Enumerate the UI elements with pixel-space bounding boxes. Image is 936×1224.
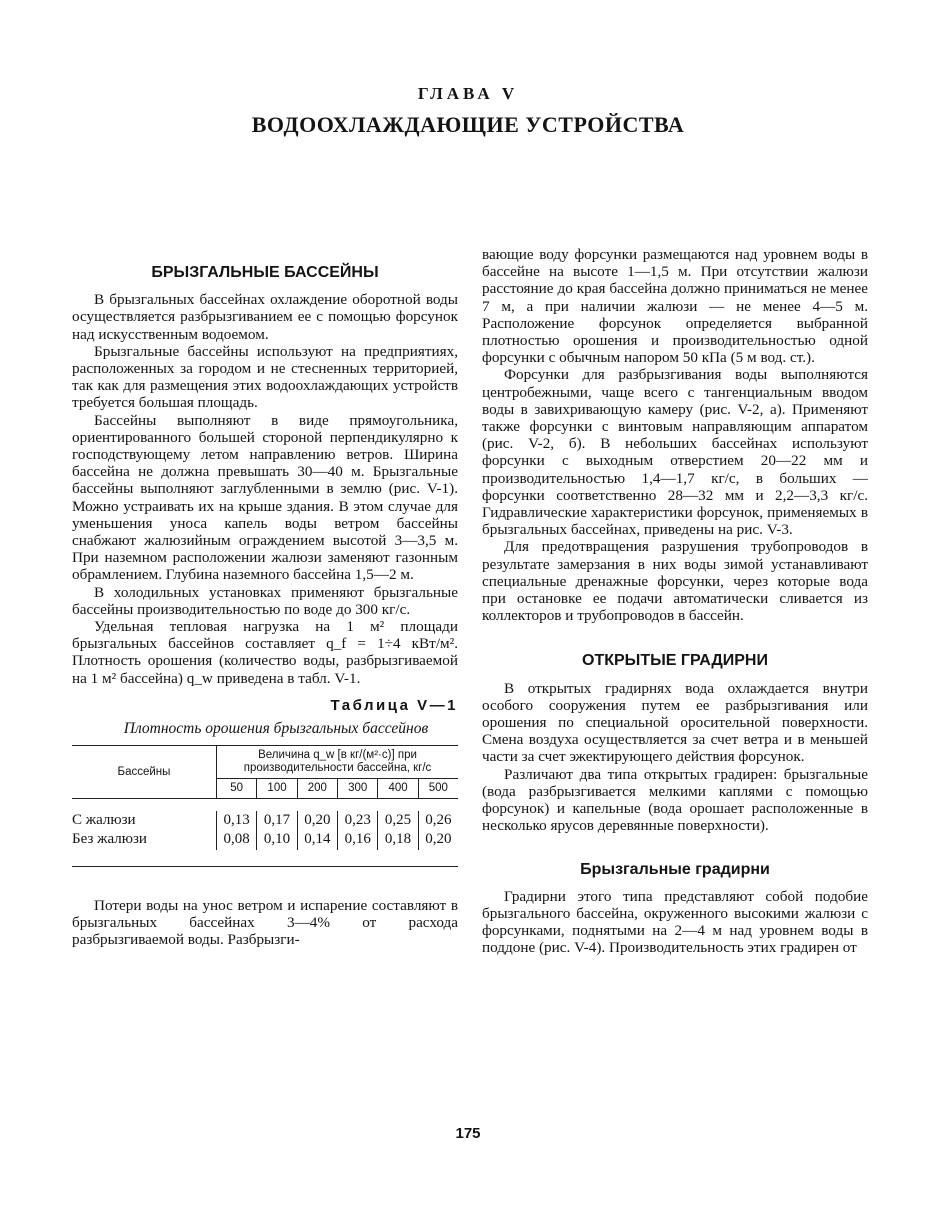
row-name: С жалюзи	[72, 812, 136, 829]
capacity-header: 200	[297, 779, 337, 799]
table-cell: 0,13	[217, 811, 257, 830]
paragraph: вающие воду форсунки размещаются над уровнем воды в бассейне на высоте 1—1,5 м. При отсутствии жалюзи расстояние до края бассейна должно приниматься не менее 7 м, а при наличии жалюзи — не менее 4—5 м. Расположение форсунок определяется выбранной плотностью орошения и производительностью одной форсунки с обычным напором 50 кПа (5 м вод. ст.).	[482, 246, 868, 367]
section-heading-open-towers: ОТКРЫТЫЕ ГРАДИРНИ	[582, 652, 768, 670]
paragraph: Для предотвращения разрушения трубопроводов в результате замерзания в них воды зимой устанавливают специальные дренажные форсунки, через которые вода при остановке ее подачи автоматически сливается из коллекторов и трубопроводов в бассейн.	[482, 538, 868, 625]
paragraph: Бассейны выполняют в виде прямоугольника, ориентированного большей стороной перпендикулярно к господствующему летом направлению ветров. Ширина бассейна не должна превышать 30—40 м. Брызгальные бассейны выполняют заглубленными в землю (рис. V-1). Можно устраивать их на крыше здания. В этом случае для уменьшения уноса капель воды ветром бассейны снабжают жалюзийным ограждением высотой 3—3,5 м. При наземном расположении жалюзи заменяют газонным обрамлением. Глубина наземного бассейна 1,5—2 м.	[72, 411, 458, 584]
table-cell: 0,20	[418, 830, 458, 849]
paragraph: В холодильных установках применяют брызгальные бассейны производительностью по воде до 300 кг/с.	[72, 583, 458, 618]
table-label: Таблица V—1	[330, 696, 458, 714]
table-title: Плотность орошения брызгальных бассейнов	[123, 720, 429, 738]
table-row	[72, 830, 458, 849]
row-name: Без жалюзи	[72, 831, 147, 848]
table-cell: 0,25	[378, 811, 418, 830]
chapter-label: ГЛАВА V	[417, 84, 519, 103]
capacity-header: 500	[418, 779, 458, 799]
table-cell: 0,08	[217, 830, 257, 849]
paragraph: В открытых градирнях вода охлаждается внутри особого сооружения путем ее разбрызгивания или орошения по специальной оросительной поверхности. Смена воздуха осуществляется за счет ветра и в меньшей части за счет эжектирующего действия форсунок.	[482, 679, 868, 766]
right-column	[482, 246, 868, 957]
capacity-header: 50	[217, 779, 257, 799]
table-cell: 0,17	[257, 811, 297, 830]
table-cell: 0,20	[297, 811, 337, 830]
section-heading-spray-ponds: БРЫЗГАЛЬНЫЕ БАССЕЙНЫ	[151, 264, 379, 281]
table-cell: 0,26	[418, 811, 458, 830]
chapter-title: ВОДООХЛАЖДАЮЩИЕ УСТРОЙСТВА	[251, 112, 685, 137]
table-col-head: Бассейны	[72, 746, 217, 799]
paragraph: Потери воды на унос ветром и испарение составляют в брызгальных бассейнах 3—4% от расхода разбрызгиваемой воды. Разбрызги-	[72, 896, 458, 949]
paragraph: Различают два типа открытых градирен: брызгальные (вода разбрызгивается мелкими каплями с помощью форсунок) и капельные (вода орошает расположенные в несколько ярусов деревянные поверхности).	[482, 765, 868, 835]
table-cell: 0,14	[297, 830, 337, 849]
page-number: 175	[455, 1125, 481, 1142]
table-group-head: Величина q_w [в кг/(м²·с)] при производительности бассейна, кг/с	[217, 746, 459, 779]
paragraph: Брызгальные бассейны используют на предприятиях, расположенных за городом и не стесненных территорией, так как для размещения этих водоохлаждающих устройств требуется большая площадь.	[72, 342, 458, 412]
capacity-header: 400	[378, 779, 418, 799]
paragraph: В брызгальных бассейнах охлаждение оборотной воды осуществляется разбрызгиванием ее с помощью форсунок над искусственным водоемом.	[72, 291, 458, 343]
left-column	[72, 264, 458, 948]
table-cell: 0,18	[378, 830, 418, 849]
table-row	[72, 811, 458, 830]
capacity-header: 300	[338, 779, 378, 799]
irrigation-density-table	[72, 745, 458, 866]
section-heading-spray-towers: Брызгальные градирни	[580, 860, 770, 878]
table-cell: 0,23	[338, 811, 378, 830]
table-cell: 0,10	[257, 830, 297, 849]
capacity-header: 100	[257, 779, 297, 799]
paragraph: Удельная тепловая нагрузка на 1 м² площади брызгальных бассейнов составляет q_f = 1÷4 кВт/м². Плотность орошения (количество воды, разбрызгиваемой на 1 м² бассейна) q_w приведена в табл. V-1.	[72, 618, 458, 687]
paragraph: Градирни этого типа представляют собой подобие брызгального бассейна, окруженного высокими жалюзи с форсунками, поднятыми на 2—4 м над уровнем воды в поддоне (рис. V-4). Производительность этих градирен от	[482, 887, 868, 957]
paragraph: Форсунки для разбрызгивания воды выполняются центробежными, чаще всего с тангенциальным вводом воды в завихривающую камеру (рис. V-2, а). Применяют также форсунки с винтовым направляющим аппаратом (рис. V-2, б). В небольших бассейнах используют форсунки с выходным отверстием 20—22 мм и производительностью 1,4—1,7 кг/с, в больших — форсунки соответственно 28—32 мм и 2,2—3,3 кг/с. Гидравлические характеристики форсунок, применяемых в брызгальных бассейнах, приведены на рис. V-3.	[482, 366, 868, 539]
table-cell: 0,16	[338, 830, 378, 849]
